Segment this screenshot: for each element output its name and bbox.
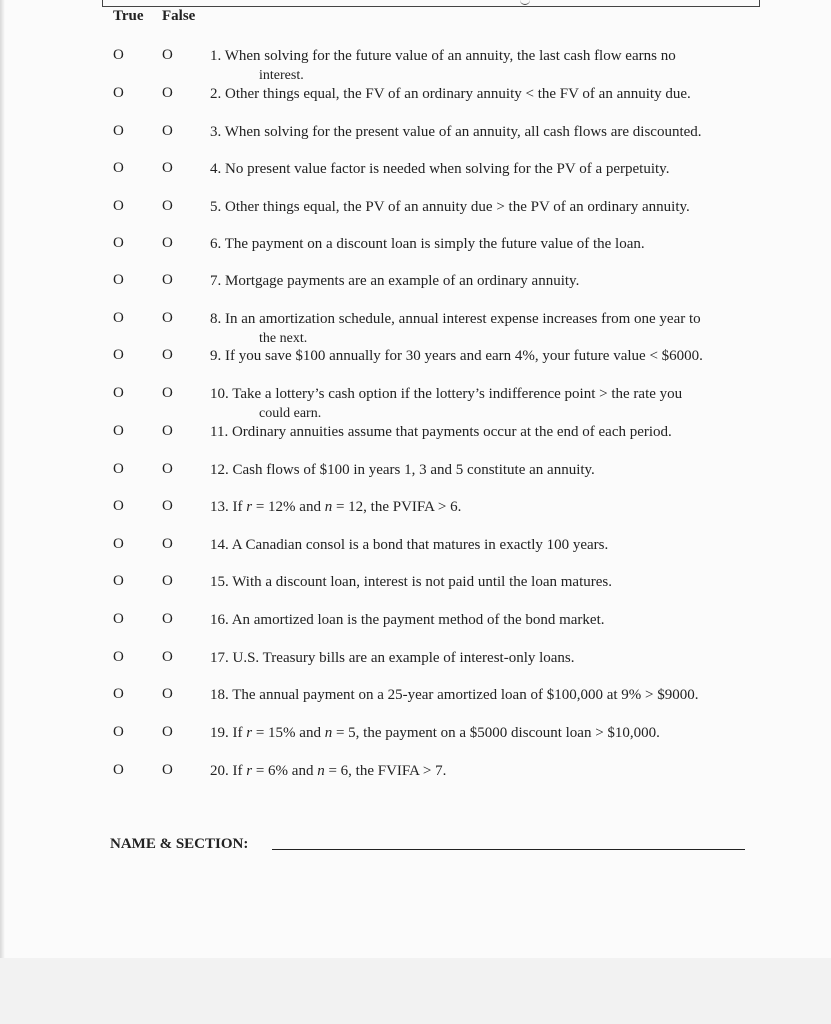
question-text: [210, 498, 755, 517]
question-statement: A Canadian consol is a bond that matures in exactly 100 years.: [231, 537, 609, 553]
false-bubble[interactable]: O: [162, 762, 173, 778]
question-row: [0, 762, 831, 798]
question-statement: When solving for the future value of an annuity, the last cash flow earns no: [224, 48, 676, 64]
question-statement: The annual payment on a 25-year amortized loan of $100,000 at 9% > $9000.: [232, 687, 699, 703]
question-text: [210, 461, 755, 480]
question-text: [210, 385, 755, 423]
false-bubble[interactable]: O: [162, 573, 173, 589]
true-bubble[interactable]: O: [113, 272, 124, 288]
true-bubble[interactable]: O: [113, 85, 124, 101]
question-row: [0, 310, 831, 346]
question-statement: An amortized loan is the payment method of the bond market.: [231, 612, 605, 628]
true-bubble[interactable]: O: [113, 762, 124, 778]
question-statement-end: = 6, the FVIFA > 7.: [324, 763, 447, 779]
question-statement: With a discount loan, interest is not paid until the loan matures.: [232, 574, 612, 590]
true-bubble[interactable]: O: [113, 47, 124, 63]
variable-n: n: [324, 499, 333, 515]
variable-n: n: [324, 725, 333, 741]
question-statement: Cash flows of $100 in years 1, 3 and 5 constitute an annuity.: [232, 462, 595, 478]
question-text: [210, 611, 755, 630]
question-statement: If: [232, 725, 247, 741]
question-statement-mid: = 15% and: [252, 725, 325, 741]
question-text: [210, 198, 755, 217]
true-bubble[interactable]: O: [113, 573, 124, 589]
question-row: [0, 573, 831, 609]
variable-r: r: [246, 763, 253, 779]
question-statement: If: [232, 499, 247, 515]
true-bubble[interactable]: O: [113, 198, 124, 214]
true-bubble[interactable]: O: [113, 649, 124, 665]
question-row: [0, 347, 831, 383]
question-row: [0, 85, 831, 121]
question-row: [0, 536, 831, 572]
true-column-header: True: [113, 8, 144, 24]
false-column-header: False: [162, 8, 196, 24]
name-section-label: NAME & SECTION:: [110, 836, 249, 852]
true-bubble[interactable]: O: [113, 536, 124, 552]
false-bubble[interactable]: O: [162, 686, 173, 702]
question-number: 7.: [210, 273, 222, 289]
false-bubble[interactable]: O: [162, 385, 173, 401]
question-number: 11.: [210, 424, 229, 440]
question-statement: The payment on a discount loan is simply the future value of the loan.: [224, 236, 645, 252]
question-number: 4.: [210, 161, 222, 177]
true-bubble[interactable]: O: [113, 686, 124, 702]
false-bubble[interactable]: O: [162, 123, 173, 139]
true-bubble[interactable]: O: [113, 498, 124, 514]
question-statement: Take a lottery’s cash option if the lottery’s indifference point > the rate you: [232, 386, 683, 402]
question-statement: Mortgage payments are an example of an ordinary annuity.: [225, 273, 580, 289]
true-bubble[interactable]: O: [113, 310, 124, 326]
true-bubble[interactable]: O: [113, 160, 124, 176]
question-text: [210, 536, 755, 555]
question-text: [210, 347, 755, 366]
question-number: 10.: [210, 386, 229, 402]
question-row: [0, 160, 831, 196]
question-number: 19.: [210, 725, 229, 741]
question-number: 13.: [210, 499, 229, 515]
question-statement: If you save $100 annually for 30 years and earn 4%, your future value < $6000.: [225, 348, 703, 364]
name-section-input-line[interactable]: [272, 849, 745, 850]
question-text: [210, 235, 755, 254]
question-row: [0, 272, 831, 308]
false-bubble[interactable]: O: [162, 724, 173, 740]
false-bubble[interactable]: O: [162, 347, 173, 363]
question-text: [210, 686, 755, 705]
true-bubble[interactable]: O: [113, 347, 124, 363]
question-statement-mid: = 12% and: [252, 499, 325, 515]
question-row: [0, 123, 831, 159]
true-bubble[interactable]: O: [113, 385, 124, 401]
false-bubble[interactable]: O: [162, 85, 173, 101]
question-text: [210, 423, 755, 442]
question-row: [0, 461, 831, 497]
question-statement: Other things equal, the PV of an annuity due > the PV of an ordinary annuity.: [225, 199, 690, 215]
question-row: [0, 423, 831, 459]
false-bubble[interactable]: O: [162, 423, 173, 439]
question-row: [0, 385, 831, 421]
question-number: 6.: [210, 236, 222, 252]
question-row: [0, 611, 831, 647]
question-text: [210, 272, 755, 291]
question-continuation: interest.: [259, 68, 304, 83]
question-number: 9.: [210, 348, 222, 364]
question-statement-end: = 5, the payment on a $5000 discount loan > $10,000.: [332, 725, 660, 741]
question-row: [0, 235, 831, 271]
false-bubble[interactable]: O: [162, 47, 173, 63]
question-number: 17.: [210, 650, 229, 666]
false-bubble[interactable]: O: [162, 272, 173, 288]
false-bubble[interactable]: O: [162, 235, 173, 251]
true-bubble[interactable]: O: [113, 423, 124, 439]
question-statement: Other things equal, the FV of an ordinary annuity < the FV of an annuity due.: [225, 86, 691, 102]
question-number: 1.: [210, 48, 222, 64]
question-number: 12.: [210, 462, 229, 478]
question-text: [210, 724, 755, 743]
variable-n: n: [317, 763, 325, 779]
question-statement-end: = 12, the PVIFA > 6.: [332, 499, 462, 515]
false-bubble[interactable]: O: [162, 611, 173, 627]
question-statement: If: [232, 763, 247, 779]
question-statement: In an amortization schedule, annual interest expense increases from one year to: [225, 311, 701, 327]
question-number: 18.: [210, 687, 229, 703]
question-row: [0, 198, 831, 234]
true-bubble[interactable]: O: [113, 461, 124, 477]
question-row: [0, 686, 831, 722]
question-statement: Ordinary annuities assume that payments occur at the end of each period.: [231, 424, 672, 440]
question-number: 20.: [210, 763, 229, 779]
question-statement: No present value factor is needed when solving for the PV of a perpetuity.: [225, 161, 670, 177]
question-text: [210, 762, 755, 781]
true-bubble[interactable]: O: [113, 235, 124, 251]
question-number: 14.: [210, 537, 229, 553]
question-number: 16.: [210, 612, 229, 628]
question-statement: U.S. Treasury bills are an example of interest-only loans.: [232, 650, 575, 666]
false-bubble[interactable]: O: [162, 160, 173, 176]
question-text: [210, 47, 755, 85]
question-text: [210, 649, 755, 668]
question-number: 3.: [210, 124, 222, 140]
column-headers: [0, 8, 831, 28]
question-statement-mid: = 6% and: [252, 763, 318, 779]
title-box-border: [102, 0, 760, 7]
question-continuation: the next.: [259, 331, 308, 346]
variable-r: r: [246, 499, 253, 515]
name-section-row: [110, 836, 750, 858]
variable-r: r: [246, 725, 253, 741]
question-row: [0, 649, 831, 685]
question-text: [210, 573, 755, 592]
false-bubble[interactable]: O: [162, 461, 173, 477]
question-number: 5.: [210, 199, 222, 215]
true-bubble[interactable]: O: [113, 724, 124, 740]
false-bubble[interactable]: O: [162, 198, 173, 214]
question-text: [210, 310, 755, 348]
false-bubble[interactable]: O: [162, 498, 173, 514]
question-number: 2.: [210, 86, 222, 102]
question-text: [210, 85, 755, 104]
question-row: [0, 498, 831, 534]
false-bubble[interactable]: O: [162, 536, 173, 552]
false-bubble[interactable]: O: [162, 310, 173, 326]
false-bubble[interactable]: O: [162, 649, 173, 665]
true-bubble[interactable]: O: [113, 611, 124, 627]
question-statement: When solving for the present value of an annuity, all cash flows are discounted.: [224, 124, 702, 140]
question-continuation: could earn.: [259, 406, 322, 421]
question-text: [210, 160, 755, 179]
question-row: [0, 724, 831, 760]
true-bubble[interactable]: O: [113, 123, 124, 139]
question-number: 8.: [210, 311, 222, 327]
question-text: [210, 123, 755, 142]
question-number: 15.: [210, 574, 229, 590]
question-row: [0, 47, 831, 83]
